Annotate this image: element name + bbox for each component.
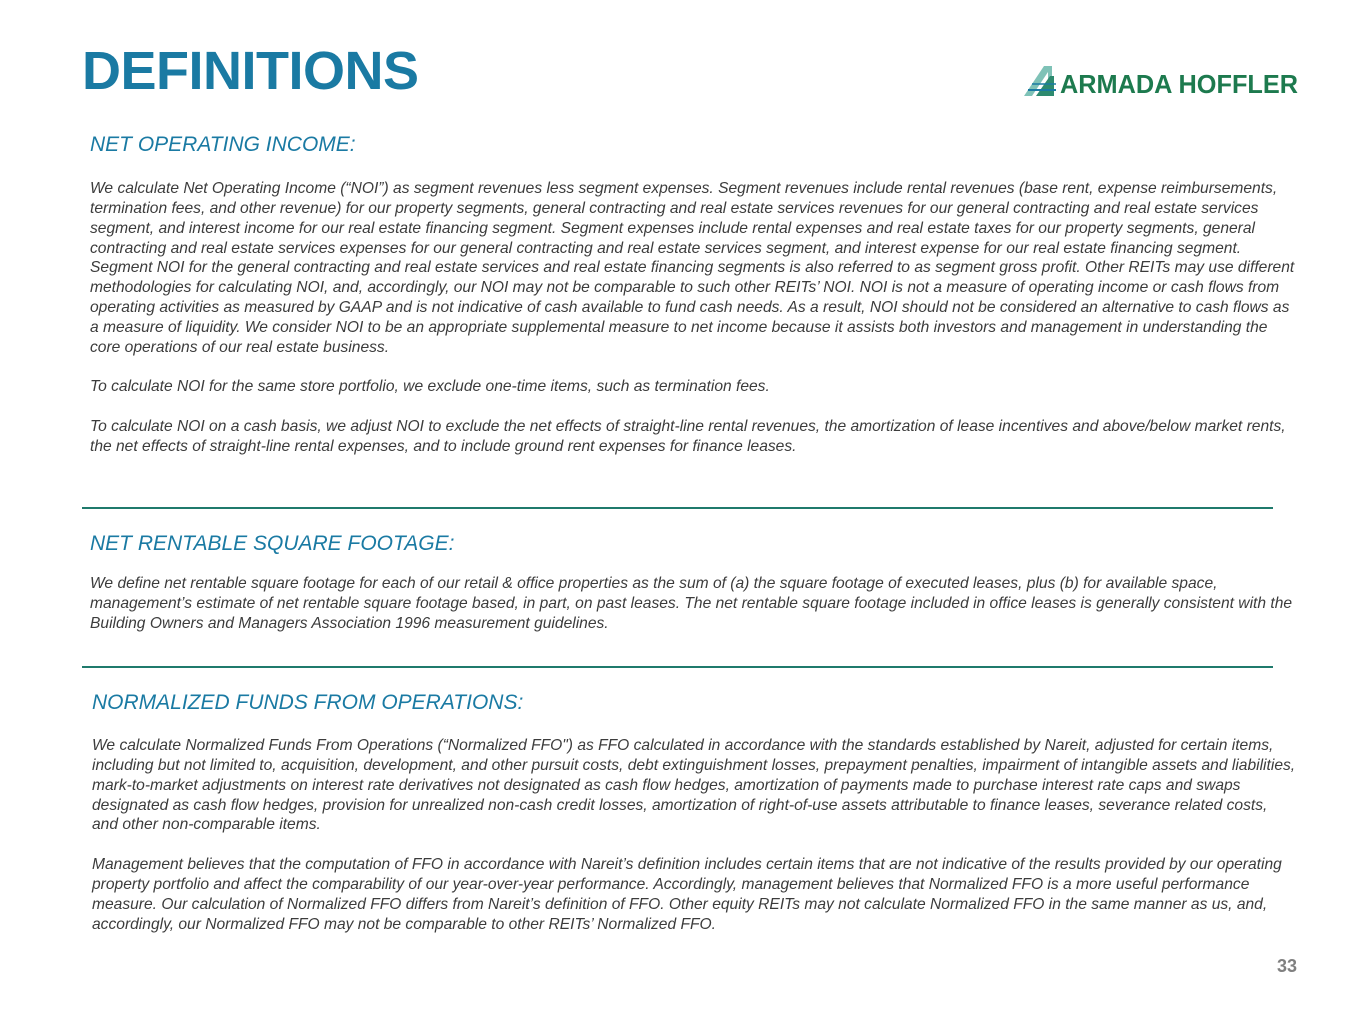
body-paragraph: To calculate NOI for the same store portfolio, we exclude one-time items, such as termination fees.	[90, 378, 770, 396]
body-paragraph: Management believes that the computation of FFO in accordance with Nareit’s definition includes certain items that are not indicative of the results provided by our operating property portfolio and affect the comparability of our year-over-year performance. Accordingly, management believes that Normalized FFO is a more useful performance measure. Our calculation of Normalized FFO differs from Nareit’s definition of FFO. Other equity REITs may not calculate Normalized FFO in the same manner as us, and, accordingly, our Normalized FFO may not be comparable to other REITs’ Normalized FFO.	[92, 856, 1282, 933]
section-heading: NET RENTABLE SQUARE FOOTAGE:	[90, 532, 455, 555]
body-paragraph: We calculate Net Operating Income (“NOI”) as segment revenues less segment expenses. Segment revenues include rental revenues (base rent, expense reimbursements, termination fees, and other revenue) for our property segments, general contracting and real estate services revenues for our general contracting and real estate services segment, and interest income for our real estate financing segment. Segment expenses include rental expenses and real estate taxes for our property segments, general contracting and real estate services expenses for our general contracting and real estate services segment, and interest expense for our real estate financing segment. Segment NOI for the general contracting and real estate services and real estate financing segments is also referred to as segment gross profit. Other REITs may use different methodologies for calculating NOI, and, accordingly, our NOI may not be comparable to such other REITs’ NOI. NOI is not a measure of operating income or cash flows from operating activities as measured by GAAP and is not indicative of cash available to fund cash needs. As a result, NOI should not be considered an alternative to cash flows as a measure of liquidity. We consider NOI to be an appropriate supplemental measure to net income because it assists both investors and management in understanding the core operations of our real estate business.	[90, 180, 1295, 356]
logo-wordmark: ARMADA HOFFLER	[1060, 69, 1299, 98]
page-title: DEFINITIONS	[82, 41, 419, 101]
page-number: 33	[1276, 956, 1297, 976]
section-heading: NET OPERATING INCOME:	[90, 133, 356, 156]
logo-mark-icon	[1024, 66, 1056, 96]
section-divider	[82, 666, 1273, 668]
section-net-rentable-square-footage	[90, 530, 1296, 634]
section-net-operating-income	[90, 131, 1296, 457]
section-heading: NORMALIZED FUNDS FROM OPERATIONS:	[92, 691, 524, 714]
section-divider	[82, 507, 1273, 509]
body-paragraph: We calculate Normalized Funds From Operations (“Normalized FFO") as FFO calculated in accordance with the standards established by Nareit, adjusted for certain items, including but not limited to, acquisition, development, and other pursuit costs, debt extinguishment losses, prepayment penalties, impairment of intangible assets and liabilities, mark-to-market adjustments on interest rate derivatives not designated as cash flow hedges, amortization of payments made to purchase interest rate caps and swaps designated as cash flow hedges, provision for unrealized non-cash credit losses, amortization of right-of-use assets attributable to finance leases, severance related costs, and other non-comparable items.	[92, 737, 1296, 834]
body-paragraph: We define net rentable square footage for each of our retail & office properties as the sum of (a) the square footage of executed leases, plus (b) for available space, management’s estimate of net rentable square footage based, in part, on past leases. The net rentable square footage included in office leases is generally consistent with the Building Owners and Managers Association 1996 measurement guidelines.	[90, 575, 1293, 632]
body-paragraph: To calculate NOI on a cash basis, we adjust NOI to exclude the net effects of straight-line rental revenues, the amortization of lease incentives and above/below market rents, the net effects of straight-line rental expenses, and to include ground rent expenses for finance leases.	[90, 418, 1286, 455]
armada-hoffler-logo	[1022, 62, 1302, 98]
section-normalized-ffo	[92, 689, 1296, 934]
